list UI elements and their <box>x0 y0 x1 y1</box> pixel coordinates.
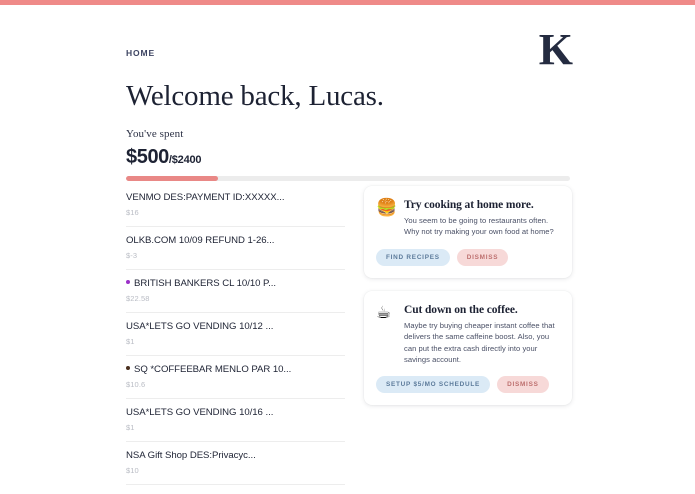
transaction-amount: $1 <box>126 423 135 432</box>
advice-card-top <box>376 304 560 366</box>
page-container <box>126 0 572 494</box>
spend-current-amount: $500 <box>126 146 169 168</box>
table-row[interactable] <box>126 186 345 227</box>
transaction-title <box>126 235 345 246</box>
transaction-title <box>126 364 345 375</box>
transaction-amount: $10 <box>126 466 139 475</box>
table-row[interactable] <box>126 399 345 442</box>
brand-logo[interactable]: K <box>538 25 572 74</box>
spend-label: You've spent <box>126 128 184 140</box>
transaction-amount: $22.58 <box>126 294 150 303</box>
category-dot-icon <box>126 366 130 370</box>
advice-card-body: You seem to be going to restaurants often. Why not try making your own food at home? <box>404 216 554 237</box>
advice-dismiss-button[interactable]: DISMISS <box>457 249 509 266</box>
transaction-amount: $10.6 <box>126 380 146 389</box>
spend-progress-bar <box>126 176 570 181</box>
transaction-amount: $16 <box>126 208 139 217</box>
advice-card-texts <box>404 304 560 366</box>
table-row[interactable] <box>126 313 345 356</box>
advice-card-actions <box>376 249 560 266</box>
transaction-title-text: OLKB.COM 10/09 REFUND 1-26... <box>126 235 275 246</box>
spend-summary <box>126 128 570 181</box>
table-row[interactable] <box>126 356 345 399</box>
advice-card-heading: Try cooking at home more. <box>404 199 534 211</box>
table-row[interactable] <box>126 442 345 485</box>
transaction-title <box>126 407 345 418</box>
transaction-title-text: USA*LETS GO VENDING 10/12 ... <box>126 321 274 332</box>
advice-dismiss-button[interactable]: DISMISS <box>497 376 549 393</box>
page-title: Welcome back, Lucas. <box>126 80 384 112</box>
transaction-amount: $-3 <box>126 251 138 260</box>
advice-card-list <box>364 186 572 418</box>
page-header <box>126 0 572 86</box>
transaction-title-text: USA*LETS GO VENDING 10/16 ... <box>126 407 274 418</box>
transaction-title-text: VENMO DES:PAYMENT ID:XXXXX... <box>126 192 285 203</box>
category-dot-icon <box>126 280 130 284</box>
transaction-title-text: NSA Gift Shop DES:Privacyc... <box>126 450 256 461</box>
table-row[interactable] <box>126 227 345 270</box>
transaction-title-text: BRITISH BANKERS CL 10/10 P... <box>134 278 276 289</box>
advice-primary-button[interactable]: FIND RECIPES <box>376 249 450 266</box>
transaction-title <box>126 192 345 203</box>
transaction-title-text: SQ *COFFEEBAR MENLO PAR 10... <box>134 364 292 375</box>
spend-progress-fill <box>126 176 218 181</box>
transaction-list[interactable] <box>126 186 345 485</box>
advice-card-top <box>376 199 560 238</box>
transaction-title <box>126 278 345 289</box>
transaction-title <box>126 321 345 332</box>
advice-card <box>364 186 572 278</box>
transaction-amount: $1 <box>126 337 135 346</box>
spend-amounts <box>126 146 570 169</box>
advice-card-texts <box>404 199 560 238</box>
advice-card <box>364 291 572 406</box>
advice-card-body: Maybe try buying cheaper instant coffee that delivers the same caffeine boost. Also, you can put the extra cash directly into your savings account. <box>404 320 555 364</box>
nav-item-home[interactable]: HOME <box>126 48 156 58</box>
coffee-icon: ☕ <box>376 302 392 323</box>
spend-total-amount: /$2400 <box>168 154 202 166</box>
advice-primary-button[interactable]: SETUP $5/MO SCHEDULE <box>376 376 490 393</box>
hamburger-icon: 🍔 <box>376 198 398 218</box>
table-row[interactable] <box>126 270 345 313</box>
advice-card-heading: Cut down on the coffee. <box>404 303 518 316</box>
advice-card-actions <box>376 376 560 393</box>
transaction-title <box>126 450 345 461</box>
